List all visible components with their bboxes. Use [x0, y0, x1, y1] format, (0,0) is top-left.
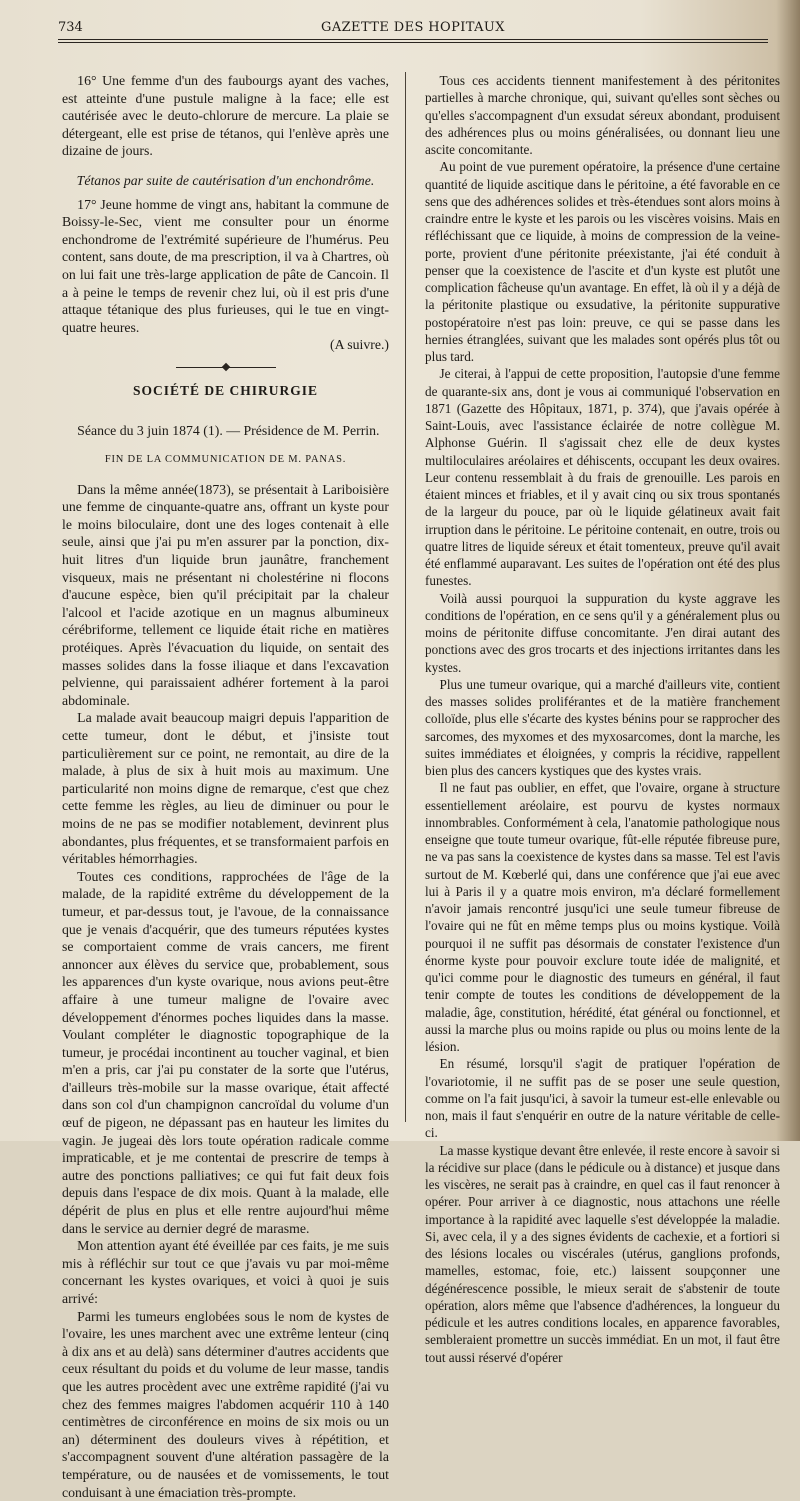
session-line: Séance du 3 juin 1874 (1). — Présidence de M. Perrin. [77, 422, 380, 438]
right-paragraph: Voilà aussi pourquoi la suppuration du kyste aggrave les conditions de l'opération, en ce sens qu'il y a généralement plus ou moins de péritonite diffuse concomitante. J'en dirai autant des ponctions avec des gros trocarts et des injections irritantes dans les kystes. [425, 590, 780, 675]
communication-subtitle: FIN DE LA COMMUNICATION DE M. PANAS. [104, 454, 347, 466]
right-paragraph: Il ne faut pas oublier, en effet, que l'ovaire, organe à structure essentiellement aréolaire, est pourvu de kystes normaux innombrables. Conformément à cela, l'anatomie pathologique nous enseigne que toute tumeur ovarique, fût-elle réputée fibreuse pure, ne va pas sans la coexistence de kystes dans sa masse. Tel est l'avis surtout de M. Kœberlé qui, dans une conférence que j'ai eue avec lui à Paris il y a quatre mois environ, m'a déclaré formellement n'avoir jamais rencontré jusqu'ici une seule tumeur fibreuse de l'ovaire qui ne fût en même temps plus ou moins kystique. Voilà pourquoi il ne suffit pas désormais de constater l'existence d'un énorme kyste pour pouvoir exclure toute idée de malignité, et qu'ici comme pour le diagnostic des tumeurs en général, il faut tenir compte de toutes les conditions de développement de la maladie, âge, constitution, hérédité, état général ou fonctionnel, et aussi la marche plus ou moins rapide ou plus ou moins lente de la lésion. [425, 780, 780, 1054]
section-separator [176, 364, 276, 370]
left-paragraph: Mon attention ayant été éveillée par ces faits, je me suis mis à réfléchir sur tout ce que j'avais vu par moi-même concernant les kystes ovariques, et voici à quoi je suis arrivé: [62, 1238, 389, 1306]
right-column [425, 72, 780, 1366]
left-paragraph: La malade avait beaucoup maigri depuis l'apparition de cette tumeur, dont le début, et j'insiste tout particulièrement sur ce point, ne remontait, au dire de la malade, à plus de six à huit mois au maximum. Une particularité non moins digne de remarque, c'est que chez cette femme les règles, au lieu de diminuer ou pour le moins de ne pas se modifier notablement, devinrent plus abondantes, plus fréquentes, et se transformaient parfois en véritables hémorrhagies. [62, 710, 389, 867]
case-16-paragraph: 16° Une femme d'un des faubourgs ayant des vaches, est atteinte d'une pustule maligne à la face; elle est cautérisée avec le deuto-chlorure de mercure. La plaie se détergeant, elle est prise de tétanos, qui l'enlève après une dizaine de jours. [62, 73, 389, 159]
journal-title: GAZETTE DES HOPITAUX [321, 20, 505, 35]
page-header [58, 20, 768, 42]
left-column [62, 72, 389, 1501]
case-17-title: Tétanos par suite de cautérisation d'un enchondrôme. [76, 172, 375, 188]
right-paragraph: Au point de vue purement opératoire, la présence d'une certaine quantité de liquide ascitique dans le péritoine, a été favorable en ce sens que des adhérences solides et très-étendues sont alors moins à craindre entre le kyste et les parois ou les viscères voisins. Mais en réfléchissant que ce liquide, à moins de compression de la veine-porte, provient d'une péritonite préexistante, j'ai été conduit à penser que la coexistence de l'ascite et d'un kyste est plutôt une complication fâcheuse qu'un avantage. En effet, là où il y a déjà de la péritonite plastique ou exsudative, la péritonite suppurative postopératoire n'est pas loin: preuve, ce qui se passe dans les hernies étranglées, suivant que les malades sont opérés plus tôt ou plus tard. [425, 159, 780, 364]
case-17-paragraph: 17° Jeune homme de vingt ans, habitant la commune de Boissy-le-Sec, vient me consulter pour un énorme enchondrome de l'extrémité supérieure de l'humérus. Peu content, sans doute, de ma prescription, il va à Chartres, où on lui fait une très-large application de pâte de Cancoin. Il a à peine le temps de revenir chez lui, où il est pris d'une attaque tétanique des plus furieuses, qui le tue en vingt-quatre heures. [62, 196, 389, 335]
page-number: 734 [58, 20, 83, 35]
header-rule-double [58, 42, 768, 43]
header-rule [58, 39, 768, 40]
right-paragraph: Plus une tumeur ovarique, qui a marché d'ailleurs vite, contient des masses solides proliférantes et de la matière franchement colloïde, plus elle s'écarte des kystes bénins pour se rapprocher des sarcomes, des myxomes et des myxosarcomes, dont la marche, les suites immédiates et éloignées, y compris la récidive, rappellent bien plus des cancers kystiques que des kystes vrais. [425, 676, 780, 778]
right-paragraph: En résumé, lorsqu'il s'agit de pratiquer l'opération de l'ovariotomie, il ne suffit pas de se poser une seule question, comme on l'a fait jusqu'ici, à savoir la tumeur est-elle enlevable ou non, mais il faut s'enquérir en outre de la nature véritable de celle-ci. [425, 1056, 780, 1141]
section-title: SOCIÉTÉ DE CHIRURGIE [132, 382, 319, 398]
right-paragraph: Je citerai, à l'appui de cette proposition, l'autopsie d'une femme de quarante-six ans, dont je vous ai communiqué l'observation en 1871 (Gazette des Hôpitaux, 1871, p. 374), que j'avais opérée à Saint-Louis, avec l'assistance éclairée de notre collègue M. Alphonse Guérin. Il s'agissait chez elle de deux kystes multiloculaires aréolaires et déhiscents, occupant les deux ovaires. Leur contenu ressemblait à du frais de grenouille. Les parois en étaient minces et friables, et il y avait cinq ou six trous spontanés de la largeur du pouce, par où le liquide gélatineux avait fait irruption dans le péritoine. Le péritoine contenait, en outre, trois ou quatre litres de liquide séreux et était tomenteux, preuve qu'il avait été enflammé auparavant. Les suites de l'opération ont été des plus funestes. [425, 366, 780, 589]
column-divider [405, 72, 406, 1122]
right-paragraph: La masse kystique devant être enlevée, il reste encore à savoir si la récidive sur place (dans le pédicule ou à distance) et jusque dans les viscères, ne serait pas à craindre, en quel cas il faut renoncer à opérer. Pour arriver à ce diagnostic, nous attachons une réelle importance à la rapidité avec laquelle s'est développée la maladie. Si, avec cela, il y a des signes évidents de cachexie, et a fortiori si des lésions locales ou viscérales (utérus, ganglions profonds, mamelles, estomac, foie, etc.) laissent soupçonner une dégénérescence possible, le mieux serait de s'abstenir de toute opération, alors même que l'absence d'adhérences, la longueur du pédicule et les autres conditions locales, en apparence favorables, sembleraient promettre un succès immédiat. En un mot, il faut être tout aussi réservé d'opérer [425, 1142, 780, 1365]
right-paragraph: Tous ces accidents tiennent manifestement à des péritonites partielles à marche chronique, qui, suivant qu'elles sont sèches ou qu'elles s'accompagnent d'un exsudat séreux abondant, produisent des adhérences plus ou moins généralisées, ou donnant lieu une ascite concomitante. [425, 73, 780, 157]
left-paragraph: Toutes ces conditions, rapprochées de l'âge de la malade, de la rapidité extrême du développement de la tumeur, et par-dessus tout, je l'avoue, de la connaissance que je venais d'acquérir, que des tumeurs réputées kystes se comportaient comme de vrais cancers, me firent annoncer aux élèves du service que, probablement, sous les apparences d'un kyste ovarique, nous avions peut-être affaire à une tumeur maligne de l'ovaire avec développement d'énormes poches liquides dans la masse. Voulant compléter le diagnostic topographique de la tumeur, je procédai incontinent au toucher vaginal, et bien m'en a pris, car j'ai pu constater de la sorte que l'utérus, d'ailleurs très-mobile sur la masse ovarique, était affecté dans son col d'un champignon cancroïdal du volume d'un œuf de pigeon, ne dépassant pas en hauteur les limites du vagin. Je jugeai dès lors toute opération radicale comme impraticable, et je me contentai de prescrire de temps à autre des ponctions palliatives; ce qui fut fait deux fois depuis dans l'espace de dix mois. Quant à la malade, elle dépérit de plus en plus et elle rentre aujourd'hui même dans le service au dernier degré de marasme. [62, 868, 389, 1236]
left-paragraph: Parmi les tumeurs englobées sous le nom de kystes de l'ovaire, les unes marchent avec une extrême lenteur (cinq à dix ans et au delà) sans déterminer d'autres accidents que ceux résultant du poids et du volume de leur masse, tandis que les autres procèdent avec une extrême rapidité (j'ai vu chez des femmes maigres l'abdomen acquérir 110 à 140 centimètres de circonférence en moins de six mois ou un an) déterminent des douleurs vives à répétition, et s'accompagnent souvent d'une altération passagère de la température, ou de nausées et de vomissements, le tout conduisant à une émaciation très-prompte. [62, 1308, 389, 1500]
to-be-continued: (A suivre.) [329, 337, 389, 353]
left-paragraph: Dans la même année(1873), se présentait à Lariboisière une femme de cinquante-quatre ans, offrant un kyste pour le moins biloculaire, dont une des loges contenait à elle seule, ainsi que j'ai pu m'en assurer par la ponction, dix-huit litres d'un liquide brun jaunâtre, franchement visqueux, mais ne présentant ni cholestérine ni flocons d'aucune espèce, bien qu'il précipitait par la chaleur l'alcool et l'acide azotique en un magnus albumineux cérébriforme, tellement ce liquide était riche en matières protéiques. Après l'évacuation du liquide, on sentait des masses solides dans la fosse iliaque et dans l'excavation pelvienne, qui paraissaient adhérer fortement à la paroi abdominale. [62, 481, 389, 708]
